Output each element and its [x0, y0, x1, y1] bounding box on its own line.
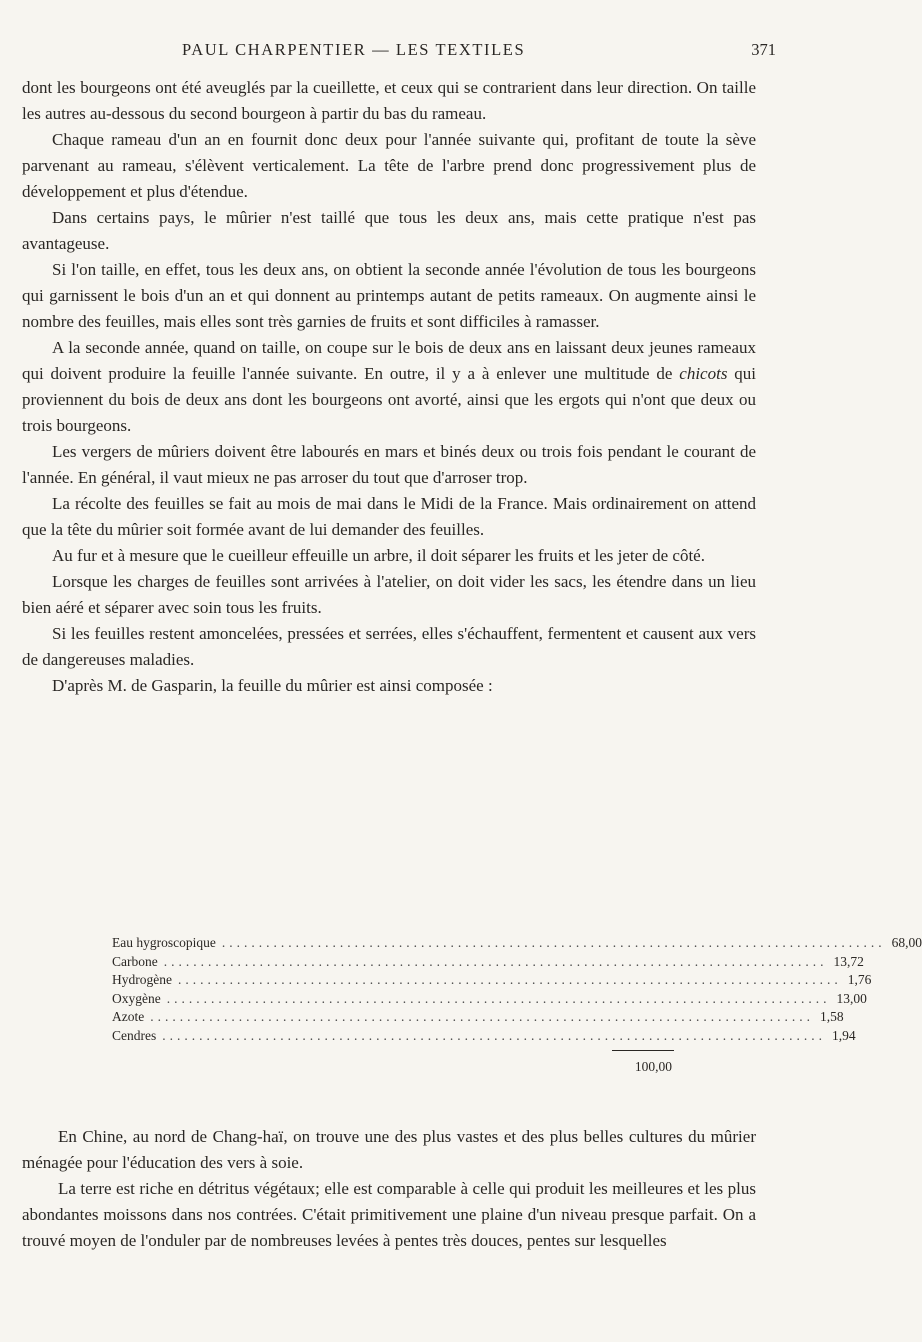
dot-leader: .......................................................................................... [162, 1027, 826, 1043]
dot-leader: .......................................................................................... [221, 935, 886, 950]
component-value: 1,94 [832, 1027, 856, 1043]
paragraph: D'après M. de Gasparin, la feuille du mûrier est ainsi composée : [52, 676, 493, 695]
component-label: Oxygène [112, 990, 161, 1006]
composition-row [112, 934, 922, 953]
component-label: Cendres [112, 1027, 157, 1043]
text-run: A la seconde année, quand on taille, on coupe sur le bois de deux ans en laissant deux jeunes rameaux qui doivent produire la feuille l'année suivante. En outre, il y a à enlever une multitude de [22, 338, 756, 383]
italic-term: chicots [679, 364, 728, 383]
main-text [22, 75, 756, 699]
dot-leader: .......................................................................................... [150, 1009, 814, 1024]
composition-total-row [112, 1058, 672, 1077]
composition-row [112, 971, 872, 990]
composition-row [112, 990, 867, 1009]
paragraph: Chaque rameau d'un an en fournit donc deux pour l'année suivante qui, profitant de toute la sève parvenant au rameau, s'élèvent verticalement. La tête de l'arbre prend donc progressivement plus de développement et plus d'étendue. [22, 130, 756, 201]
paragraph: Lorsque les charges de feuilles sont arrivées à l'atelier, on doit vider les sacs, les étendre dans un lieu bien aéré et séparer avec soin tous les fruits. [22, 572, 756, 617]
composition-row [112, 1027, 856, 1046]
sum-rule [612, 1050, 674, 1051]
paragraph [22, 335, 756, 439]
component-value: 13,72 [833, 953, 864, 969]
paragraph: dont les bourgeons ont été aveuglés par la cueillette, et ceux qui se contrarient dans leur direction. On taille les autres au-dessous du second bourgeon à partir du bas du rameau. [22, 78, 756, 123]
paragraph: En Chine, au nord de Chang-haï, on trouve une des plus vastes et des plus belles cultures du mûrier ménagée pour l'éducation des vers à soie. [22, 1127, 756, 1172]
component-label: Hydrogène [112, 972, 172, 987]
main-text-continued [22, 1124, 756, 1254]
page-number: 371 [751, 40, 776, 59]
component-value: 13,00 [836, 990, 867, 1006]
composition-row [112, 953, 864, 972]
component-label: Carbone [112, 953, 158, 969]
paragraph: Si les feuilles restent amoncelées, pressées et serrées, elles s'échauffent, fermentent et causent aux vers de dangereuses maladies. [22, 624, 756, 669]
paragraph: La terre est riche en détritus végétaux; elle est comparable à celle qui produit les meilleures et les plus abondantes moissons dans nos contrées. C'était primitivement une plaine d'un niveau presque parfait. On a trouvé moyen de l'onduler par de nombreuses levées à pentes très douces, pentes sur lesquelles [22, 1179, 756, 1250]
composition-total: 100,00 [634, 1059, 672, 1074]
component-label: Azote [112, 1009, 145, 1024]
component-value: 68,00 [891, 935, 922, 950]
paragraph: Si l'on taille, en effet, tous les deux ans, on obtient la seconde année l'évolution de tous les bourgeons qui garnissent le bois d'un an et qui donnent au printemps autant de petits rameaux. On augmente ainsi le nombre des feuilles, mais elles sont très garnies de fruits et sont difficiles à ramasser. [22, 260, 756, 331]
component-value: 1,76 [847, 972, 872, 987]
dot-leader: .......................................................................................... [166, 990, 831, 1006]
paragraph: La récolte des feuilles se fait au mois de mai dans le Midi de la France. Mais ordinairement on attend que la tête du mûrier soit formée avant de lui demander des feuilles. [22, 494, 756, 539]
page-header [22, 40, 778, 64]
text-run: qui proviennent du bois de deux ans dont les bourgeons ont avorté, ainsi que les ergots qui n'ont que deux ou trois bourgeons. [22, 364, 756, 435]
component-value: 1,58 [819, 1009, 844, 1024]
running-title: PAUL CHARPENTIER — LES TEXTILES [182, 40, 526, 59]
component-label: Eau hygroscopique [112, 935, 216, 950]
paragraph: Dans certains pays, le mûrier n'est taillé que tous les deux ans, mais cette pratique n'est pas avantageuse. [22, 208, 756, 253]
paragraph: Au fur et à mesure que le cueilleur effeuille un arbre, il doit séparer les fruits et les jeter de côté. [52, 546, 705, 565]
composition-table [112, 934, 922, 1077]
dot-leader: .......................................................................................... [163, 953, 828, 969]
composition-row [112, 1008, 844, 1027]
dot-leader: .......................................................................................... [177, 972, 842, 987]
paragraph: Les vergers de mûriers doivent être labourés en mars et binés deux ou trois fois pendant le courant de l'année. En général, il vaut mieux ne pas arroser du tout que d'arroser trop. [22, 442, 756, 487]
